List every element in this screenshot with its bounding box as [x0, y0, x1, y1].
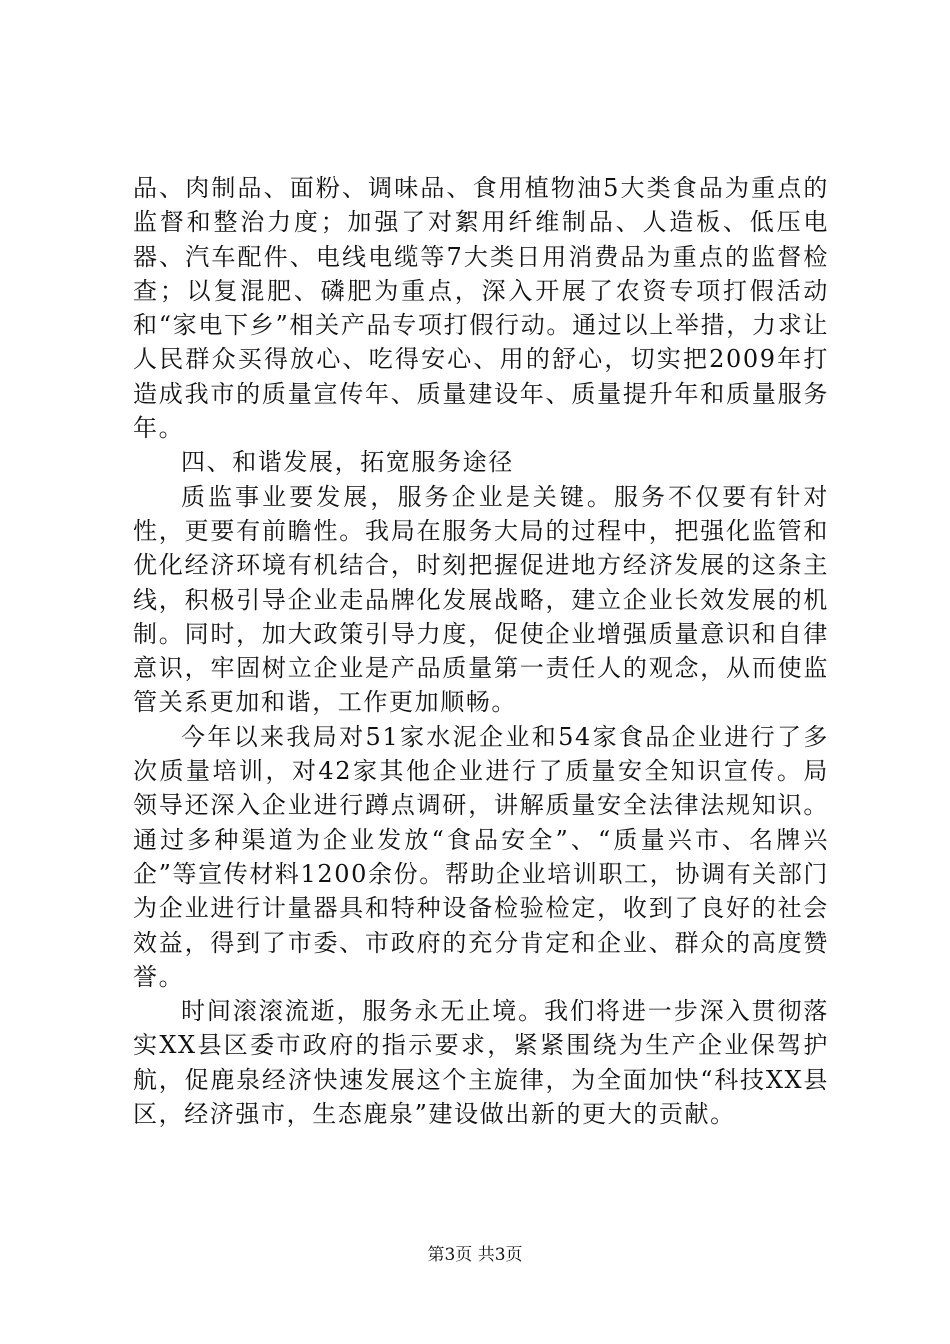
paragraph-training: 今年以来我局对51家水泥企业和54家食品企业进行了多次质量培训，对42家其他企业进行了质量安全知识宣传。局领导还深入企业进行蹲点调研，讲解质量安全法律法规知识。通过多种渠道为企业发放“食品安全”、“质量兴市、名牌兴企”等宣传材料1200余份。帮助企业培训职工，协调有关部门为企业进行计量器具和特种设备检验检定，收到了良好的社会效益，得到了市委、市政府的充分肯定和企业、群众的高度赞誉。 — [133, 722, 829, 991]
paragraph-continued: 品、肉制品、面粉、调味品、食用植物油5大类食品为重点的监督和整治力度；加强了对絮用纤维制品、人造板、低压电器、汽车配件、电线电缆等7大类日用消费品为重点的监督检查；以复混肥、磷肥为重点，深入开展了农资专项打假活动和“家电下乡”相关产品专项打假行动。通过以上举措，力求让人民群众买得放心、吃得安心、用的舒心，切实把2009年打造成我市的质量宣传年、质量建设年、质量提升年和质量服务年。 — [133, 174, 829, 443]
section-heading: 四、和谐发展，拓宽服务途径 — [181, 448, 514, 477]
page-footer — [0, 1244, 950, 1266]
document-body — [133, 171, 829, 1131]
page-number-label: 第3页 共3页 — [427, 1245, 523, 1265]
paragraph-conclusion: 时间滚滚流逝，服务永无止境。我们将进一步深入贯彻落实XX县区委市政府的指示要求，紧紧围绕为生产企业保驾护航，促鹿泉经济快速发展这个主旋律，为全面加快“科技XX县区，经济强市，生态鹿泉”建设做出新的更大的贡献。 — [133, 997, 829, 1129]
paragraph-service-enterprise: 质监事业要发展，服务企业是关键。服务不仅要有针对性，更要有前瞻性。我局在服务大局的过程中，把强化监管和优化经济环境有机结合，时刻把握促进地方经济发展的这条主线，积极引导企业走品牌化发展战略，建立企业长效发展的机制。同时，加大政策引导力度，促使企业增强质量意识和自律意识，牢固树立企业是产品质量第一责任人的观念，从而使监管关系更加和谐，工作更加顺畅。 — [133, 482, 829, 717]
